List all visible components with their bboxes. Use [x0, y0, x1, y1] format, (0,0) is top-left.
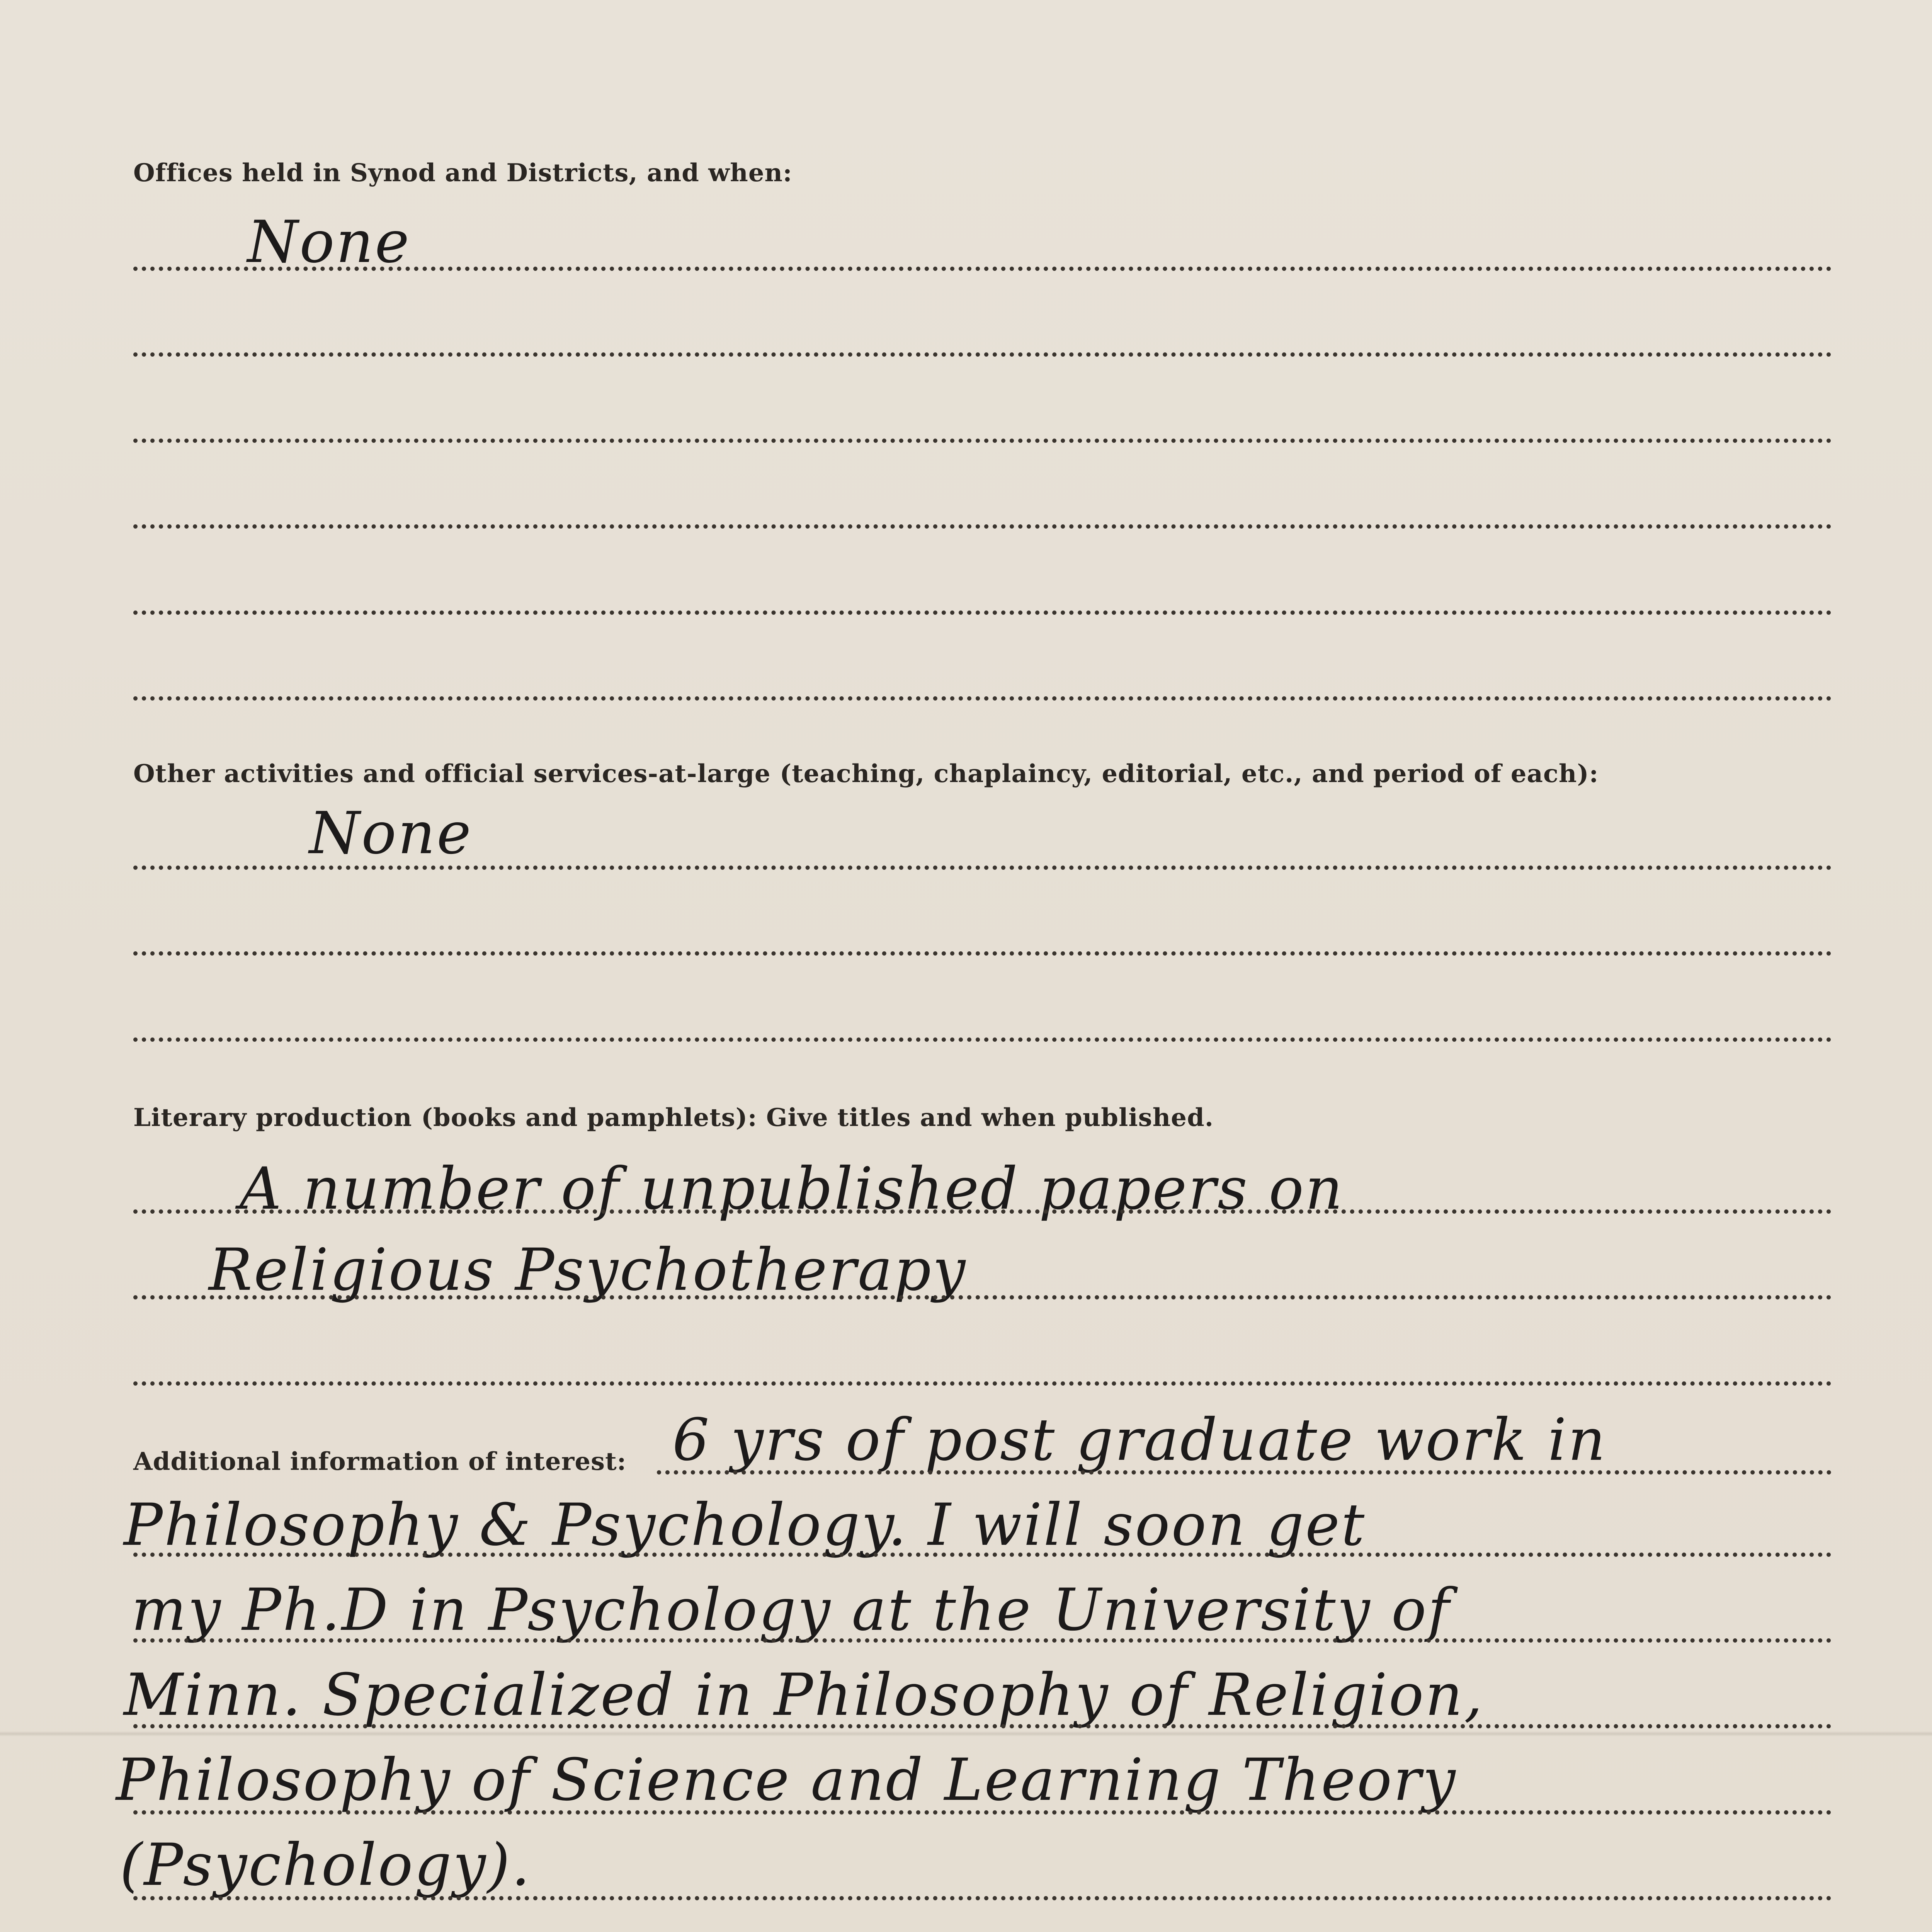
answer-line [133, 1381, 1832, 1386]
answer-line [133, 1638, 1832, 1643]
answer-line [133, 352, 1832, 357]
answer-line [133, 1810, 1832, 1815]
offices-label: Offices held in Synod and Districts, and when: [133, 158, 793, 187]
answer-line [133, 1209, 1832, 1214]
answer-line [133, 951, 1832, 956]
additional-answer-line-2: Philosophy & Psychology. I will soon get [124, 1492, 1366, 1559]
additional-answer-line-6: (Psychology). [120, 1832, 532, 1899]
additional-answer-line-4: Minn. Specialized in Philosophy of Religion, [124, 1662, 1484, 1729]
literary-answer-line-2: Religious Psychotherapy [209, 1236, 967, 1304]
additional-answer-line-3: my Ph.D in Psychology at the University of [131, 1577, 1451, 1644]
literary-answer-line-1: A number of unpublished papers on [240, 1155, 1344, 1223]
answer-line [133, 1896, 1832, 1900]
answer-line [133, 1295, 1832, 1299]
literary-production-label: Literary production (books and pamphlets): Give titles and when published. [133, 1103, 1214, 1132]
additional-info-label: Additional information of interest: [133, 1447, 627, 1476]
additional-answer-line-1: 6 yrs of post graduate work in [672, 1406, 1607, 1474]
answer-line [657, 1470, 1832, 1475]
answer-line [133, 524, 1832, 529]
answer-line [133, 1553, 1832, 1557]
other-activities-label: Other activities and official services-at-large (teaching, chaplaincy, editorial, etc., and period of each): [133, 759, 1599, 788]
additional-answer-line-5: Philosophy of Science and Learning Theory [116, 1747, 1457, 1814]
answer-line [133, 696, 1832, 701]
answer-line [133, 1037, 1832, 1042]
answer-line [133, 267, 1832, 271]
answer-line [133, 866, 1832, 870]
answer-line [133, 1724, 1832, 1728]
other-activities-answer: None [309, 800, 473, 867]
offices-answer: None [247, 209, 411, 276]
paper-fold-crease [0, 1731, 1932, 1736]
answer-line [133, 439, 1832, 443]
answer-line [133, 611, 1832, 615]
